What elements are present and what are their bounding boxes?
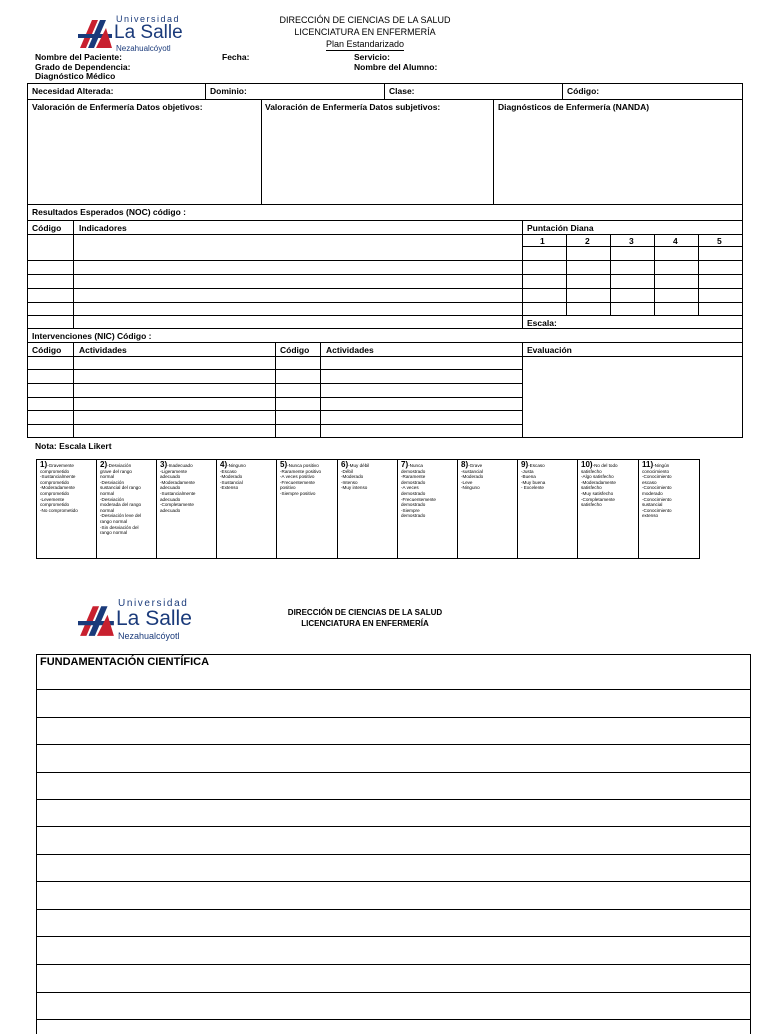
likert-option: -Moderadamente bbox=[581, 479, 616, 485]
nic-title: Intervenciones (NIC) Código : bbox=[32, 331, 152, 341]
likert-option: demostrado bbox=[401, 468, 426, 474]
likert-option: -Escaso bbox=[528, 463, 545, 468]
diagnostico-label: Diagnóstico Médico bbox=[35, 71, 116, 81]
likert-column bbox=[578, 460, 639, 558]
likert-option: -Muy intenso bbox=[341, 485, 368, 491]
likert-number: 6) bbox=[341, 460, 349, 469]
likert-number: 10) bbox=[581, 460, 593, 469]
likert-option: -Buena bbox=[521, 474, 536, 480]
likert-option: satisfecho bbox=[581, 468, 602, 474]
logo-line1: Universidad bbox=[118, 598, 189, 609]
likert-option: extenso bbox=[642, 513, 659, 519]
logo-line3: Nezahualcóyotl bbox=[116, 44, 171, 53]
logo-line2: La Salle bbox=[116, 607, 192, 630]
ruled-line bbox=[37, 909, 750, 910]
ruled-line bbox=[37, 717, 750, 718]
likert-option: rango normal bbox=[100, 518, 128, 524]
likert-number: 2) bbox=[100, 460, 108, 469]
likert-option: -Algo satisfecho bbox=[581, 474, 614, 480]
logo-line3: Nezahualcóyotl bbox=[118, 631, 180, 641]
likert-option: -Ningún bbox=[653, 463, 670, 468]
likert-number: 7) bbox=[401, 460, 409, 469]
header-line3: Plan Estandarizado bbox=[325, 39, 405, 49]
likert-option: -Intenso bbox=[341, 479, 358, 485]
ruled-line bbox=[37, 689, 750, 690]
likert-option: normal bbox=[100, 474, 115, 480]
evaluacion-header: Evaluación bbox=[527, 345, 572, 355]
likert-option: -Siempre bbox=[401, 507, 420, 513]
valoracion-section bbox=[27, 99, 743, 205]
likert-option: adecuado bbox=[160, 474, 181, 480]
page-header bbox=[230, 14, 500, 51]
likert-first-line bbox=[581, 462, 636, 469]
noc-codigo-header: Código bbox=[32, 223, 62, 233]
likert-option: -Moderadamente bbox=[160, 479, 195, 485]
likert-option: -Muy débil bbox=[348, 463, 370, 468]
grado-label: Grado de Dependencia: bbox=[35, 62, 131, 72]
ruled-line bbox=[37, 799, 750, 800]
likert-option: -Extenso bbox=[220, 485, 239, 491]
likert-number: 4) bbox=[220, 460, 228, 469]
likert-option: -Frecuentemente bbox=[280, 479, 315, 485]
likert-option: conocimiento bbox=[642, 468, 670, 474]
likert-option: grave del rango bbox=[100, 468, 132, 474]
likert-option: - Excelente bbox=[521, 485, 544, 491]
likert-first-line bbox=[341, 462, 395, 469]
likert-option: -Nunca bbox=[408, 463, 423, 468]
fecha-label: Fecha: bbox=[222, 52, 250, 62]
fundamentacion-title: FUNDAMENTACIÓN CIENTÍFICA bbox=[40, 656, 210, 668]
ruled-line bbox=[37, 964, 750, 965]
likert-option: -Levemente bbox=[40, 496, 65, 502]
likert-option: -Justa bbox=[521, 468, 534, 474]
ruled-line bbox=[37, 744, 750, 745]
likert-first-line bbox=[160, 462, 214, 469]
logo-line1: Universidad bbox=[116, 14, 181, 24]
likert-first-line bbox=[280, 462, 335, 469]
likert-option: -A veces bbox=[401, 485, 419, 491]
valoracion-subjetivos-label: Valoración de Enfermería Datos subjetivos: bbox=[265, 102, 441, 112]
likert-option: -Muy buena bbox=[521, 479, 546, 485]
likert-option: adecuado bbox=[160, 496, 181, 502]
likert-option: satisfecho bbox=[581, 485, 602, 491]
likert-option: -Moderado bbox=[461, 474, 484, 480]
likert-option: comprometido bbox=[40, 502, 70, 508]
likert-option: -Grave bbox=[468, 463, 483, 468]
likert-first-line bbox=[220, 462, 274, 469]
likert-option: -Conocimiento bbox=[642, 507, 672, 513]
ruled-line bbox=[37, 881, 750, 882]
likert-option: -No del todo bbox=[592, 463, 618, 468]
likert-first-line bbox=[100, 462, 154, 469]
likert-option: moderado bbox=[642, 490, 663, 496]
likert-option: -Ninguno bbox=[227, 463, 246, 468]
likert-option: -Ninguno bbox=[461, 485, 480, 491]
likert-number: 11) bbox=[642, 460, 654, 469]
page2-header-line2: LICENCIATURA EN ENFERMERÍA bbox=[301, 619, 429, 628]
likert-option: -Desviación bbox=[100, 479, 124, 485]
likert-column bbox=[518, 460, 578, 558]
likert-option: -Raramente positivo bbox=[280, 468, 322, 474]
likert-first-line bbox=[461, 462, 515, 469]
score-2: 2 bbox=[585, 236, 590, 246]
likert-option: -Leve bbox=[461, 479, 473, 485]
score-1: 1 bbox=[540, 236, 545, 246]
row-necesidad bbox=[27, 83, 743, 100]
ruled-line bbox=[37, 826, 750, 827]
likert-option: -Siempre positivo bbox=[280, 490, 316, 496]
university-logo-page2 bbox=[78, 598, 203, 644]
alumno-label: Nombre del Alumno: bbox=[354, 62, 438, 72]
likert-option: -Frecuentemente bbox=[401, 496, 436, 502]
likert-option: -Escaso bbox=[220, 468, 237, 474]
logo-line2: La Salle bbox=[114, 22, 183, 43]
likert-option: comprometido bbox=[40, 490, 70, 496]
page2-header bbox=[230, 607, 500, 629]
likert-option: -Desviación leve del bbox=[100, 513, 142, 519]
likert-number: 5) bbox=[280, 460, 288, 469]
likert-option: demostrado bbox=[401, 490, 426, 496]
likert-option: -Desviación bbox=[107, 463, 132, 468]
score-3: 3 bbox=[629, 236, 634, 246]
likert-option: -Desviación bbox=[100, 496, 124, 502]
nanda-label: Diagnósticos de Enfermería (NANDA) bbox=[498, 102, 650, 112]
likert-first-line bbox=[401, 462, 455, 469]
likert-option: -Moderado bbox=[341, 474, 364, 480]
escala-label: Escala: bbox=[527, 318, 557, 328]
nic-actividades2-header: Actividades bbox=[326, 345, 374, 355]
likert-number: 8) bbox=[461, 460, 469, 469]
score-5: 5 bbox=[717, 236, 722, 246]
likert-first-line bbox=[521, 462, 575, 469]
likert-option: demostrado bbox=[401, 479, 426, 485]
valoracion-objetivos-label: Valoración de Enfermería Datos objetivos: bbox=[32, 102, 203, 112]
likert-option: -Conocimiento bbox=[642, 496, 672, 502]
likert-column bbox=[157, 460, 217, 558]
likert-option: satisfecho bbox=[581, 502, 602, 508]
likert-option: -Muy satisfecho bbox=[581, 490, 614, 496]
likert-first-line bbox=[642, 462, 699, 469]
lasalle-star-icon bbox=[78, 602, 116, 638]
likert-option: -No comprometido bbox=[40, 507, 78, 513]
likert-column bbox=[37, 460, 97, 558]
likert-number: 3) bbox=[160, 460, 168, 469]
likert-option: sustancial bbox=[642, 502, 663, 508]
noc-title: Resultados Esperados (NOC) código : bbox=[32, 207, 186, 217]
likert-column bbox=[217, 460, 277, 558]
likert-column bbox=[398, 460, 458, 558]
likert-option: normal bbox=[100, 490, 115, 496]
score-4: 4 bbox=[673, 236, 678, 246]
ruled-line bbox=[37, 854, 750, 855]
clase-label: Clase: bbox=[389, 86, 415, 96]
likert-option: comprometido bbox=[40, 468, 70, 474]
likert-first-line bbox=[40, 462, 94, 469]
servicio-label: Servicio: bbox=[354, 52, 390, 62]
university-logo bbox=[78, 14, 198, 56]
likert-option: adecuado bbox=[160, 485, 181, 491]
likert-option: normal bbox=[100, 507, 115, 513]
likert-option: demostrado bbox=[401, 502, 426, 508]
ruled-line bbox=[37, 936, 750, 937]
likert-option: positivo bbox=[280, 485, 296, 491]
codigo-label: Código: bbox=[567, 86, 600, 96]
dominio-label: Dominio: bbox=[210, 86, 247, 96]
likert-option: -Nunca positivo bbox=[287, 463, 319, 468]
likert-option: -Ligeramente bbox=[160, 468, 188, 474]
likert-option: -Débil bbox=[341, 468, 353, 474]
likert-column bbox=[639, 460, 701, 558]
likert-option: adecuado bbox=[160, 507, 181, 513]
nic-codigo2-header: Código bbox=[280, 345, 310, 355]
likert-option: -A veces positivo bbox=[280, 474, 315, 480]
likert-number: 9) bbox=[521, 460, 529, 469]
noc-indicadores-header: Indicadores bbox=[79, 223, 127, 233]
likert-table bbox=[36, 459, 700, 559]
likert-number: 1) bbox=[40, 460, 48, 469]
patient-name-label: Nombre del Paciente: bbox=[35, 52, 122, 62]
likert-column bbox=[338, 460, 398, 558]
likert-note: Nota: Escala Likert bbox=[35, 441, 112, 451]
likert-option: rango normal bbox=[100, 530, 128, 536]
likert-option: -Raramente bbox=[401, 474, 426, 480]
likert-option: -Conocimiento bbox=[642, 485, 672, 491]
likert-option: -Inadecuado bbox=[167, 463, 193, 468]
likert-option: -Moderadamente bbox=[40, 485, 75, 491]
noc-section bbox=[27, 204, 743, 329]
likert-option: demostrado bbox=[401, 513, 426, 519]
likert-option: -Gravemente bbox=[47, 463, 74, 468]
likert-option: -Sustancialmente bbox=[160, 490, 196, 496]
likert-column bbox=[458, 460, 518, 558]
likert-option: -Completamente bbox=[581, 496, 615, 502]
fundamentacion-section bbox=[36, 654, 751, 1034]
header-line1: DIRECCIÓN DE CIENCIAS DE LA SALUD bbox=[279, 15, 451, 25]
likert-option: -Sustancialmente bbox=[40, 474, 76, 480]
likert-option: moderada del rango bbox=[100, 502, 142, 508]
likert-column bbox=[277, 460, 338, 558]
ruled-line bbox=[37, 992, 750, 993]
likert-option: sustancial del rango bbox=[100, 485, 141, 491]
lasalle-star-icon bbox=[78, 16, 114, 50]
puntuacion-diana-header: Puntación Diana bbox=[527, 223, 594, 233]
likert-option: -Moderado bbox=[220, 474, 243, 480]
likert-option: -Conocimiento bbox=[642, 474, 672, 480]
ruled-line bbox=[37, 772, 750, 773]
likert-option: comprometido bbox=[40, 479, 70, 485]
likert-option: -Completamente bbox=[160, 502, 194, 508]
page2-header-line1: DIRECCIÓN DE CIENCIAS DE LA SALUD bbox=[287, 608, 443, 617]
likert-option: escaso bbox=[642, 479, 657, 485]
nic-actividades1-header: Actividades bbox=[79, 345, 127, 355]
likert-column bbox=[97, 460, 157, 558]
likert-option: -Sustancial bbox=[220, 479, 243, 485]
nic-codigo1-header: Código bbox=[32, 345, 62, 355]
likert-option: -sustancial bbox=[461, 468, 483, 474]
header-line2: LICENCIATURA EN ENFERMERÍA bbox=[294, 27, 436, 37]
necesidad-label: Necesidad Alterada: bbox=[32, 86, 114, 96]
ruled-line bbox=[37, 1019, 750, 1020]
likert-option: -Sin desviación del bbox=[100, 524, 139, 530]
